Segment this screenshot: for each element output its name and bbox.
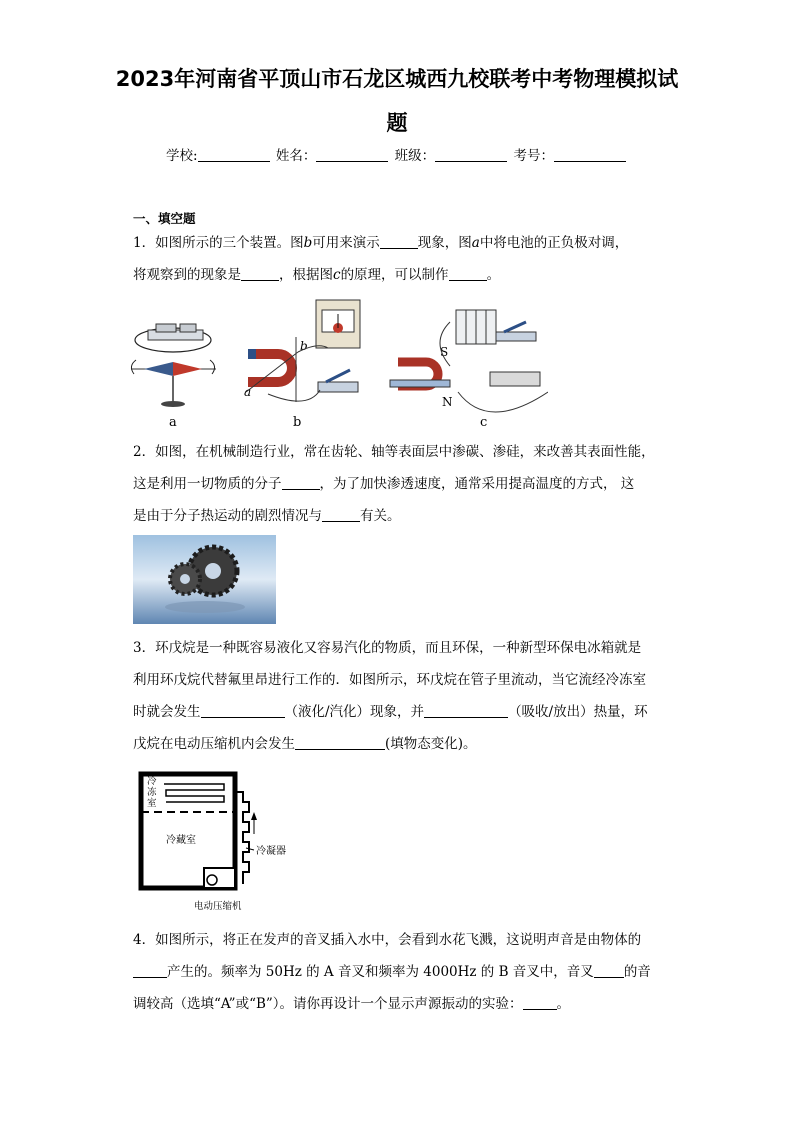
q2-text: 这是利用一切物质的分子 xyxy=(133,476,282,492)
q1-var-a: a xyxy=(471,235,480,251)
q3-text: (填物态变化)。 xyxy=(385,736,477,752)
answer-blank[interactable] xyxy=(449,266,487,281)
figure-b-generator xyxy=(244,300,360,430)
q3-text: 时就会发生 xyxy=(133,704,201,720)
answer-blank[interactable] xyxy=(133,963,167,978)
answer-blank[interactable] xyxy=(594,963,624,978)
q1-text: 1．如图所示的三个装置。图 xyxy=(133,235,304,251)
name-field[interactable] xyxy=(316,148,388,162)
class-field[interactable] xyxy=(435,148,507,162)
answer-blank[interactable] xyxy=(241,266,279,281)
answer-blank[interactable] xyxy=(523,995,557,1010)
answer-blank[interactable] xyxy=(295,735,385,750)
question-2 xyxy=(133,436,663,532)
answer-blank[interactable] xyxy=(201,703,285,718)
figure-c-pole-s: S xyxy=(440,345,449,359)
q1-figure xyxy=(128,292,548,432)
q3-text: 戊烷在电动压缩机内会发生 xyxy=(133,736,295,752)
question-3 xyxy=(133,632,663,760)
label-condenser: 冷凝器 xyxy=(256,846,286,857)
q4-text: 的音 xyxy=(623,964,651,980)
q1-text: 将观察到的现象是 xyxy=(133,267,241,283)
q1-text: 中将电池的正负极对调， xyxy=(479,235,629,251)
q1-text: ，根据图 xyxy=(279,267,333,283)
answer-blank[interactable] xyxy=(322,507,360,522)
q1-var-c: c xyxy=(333,267,341,283)
q1-text: 。 xyxy=(486,267,501,283)
figure-c-pole-n: N xyxy=(442,395,453,409)
q1-text: 现象，图 xyxy=(417,235,472,251)
answer-blank[interactable] xyxy=(380,234,418,249)
q4-text: 调较高（选填“A”或“B”）。请你再设计一个显示声源振动的实验： xyxy=(133,996,523,1012)
figure-a-label: a xyxy=(169,415,177,430)
q2-text: 2．如图，在机械制造行业，常在齿轮、轴等表面层中渗碳、渗硅，来改善其表面性能， xyxy=(133,444,655,460)
q3-text: 利用环戊烷代替氟里昂进行工作的．如图所示，环戊烷在管子里流动，当它流经冷冻室 xyxy=(133,672,646,688)
class-label: 班级： xyxy=(394,148,436,164)
figure-c-motor xyxy=(390,310,548,430)
question-1 xyxy=(133,227,663,291)
exam-title: 2023年河南省平顶山市石龙区城西九校联考中考物理模拟试 xyxy=(115,67,679,91)
label-fridge: 冷藏室 xyxy=(166,835,196,846)
q3-text: （液化/汽化）现象，并 xyxy=(284,704,425,720)
gears-photo xyxy=(133,535,276,624)
q4-text: 4．如图所示，将正在发声的音叉插入水中，会看到水花飞溅，这说明声音是由物体的 xyxy=(133,932,642,948)
q4-text: 产生的。频率为 50Hz 的 A 音叉和频率为 4000Hz 的 B 音叉中，音叉 xyxy=(167,964,594,980)
q2-text: 是由于分子热运动的剧烈情况与 xyxy=(133,508,322,524)
exam-title-continued: 题 xyxy=(386,111,408,135)
number-field[interactable] xyxy=(554,148,626,162)
label-compressor: 电动压缩机 xyxy=(194,901,242,912)
section-heading: 一、填空题 xyxy=(133,211,196,226)
q1-text: 可用来演示 xyxy=(312,235,380,251)
number-label: 考号： xyxy=(513,148,554,164)
name-label: 姓名： xyxy=(275,148,317,164)
q4-text: 。 xyxy=(556,996,571,1012)
figure-b-point-b: b xyxy=(300,339,308,353)
figure-c-label: c xyxy=(480,415,488,430)
q3-text: （吸收/放出）热量，环 xyxy=(508,704,648,720)
question-4 xyxy=(133,924,663,1020)
school-field[interactable] xyxy=(198,148,270,162)
figure-a-oersted xyxy=(131,324,216,430)
label-freezer: 冷冻室 xyxy=(147,776,157,809)
q1-var-b: b xyxy=(303,235,313,251)
school-label: 学校: xyxy=(166,148,198,164)
q3-text: 3．环戊烷是一种既容易液化又容易汽化的物质，而且环保，一种新型环保电冰箱就是 xyxy=(133,640,642,656)
figure-b-point-a: a xyxy=(244,385,252,399)
q2-text: ，为了加快渗透速度，通常采用提高温度的方式， 这 xyxy=(319,476,635,492)
student-info-row xyxy=(0,144,794,164)
q1-text: 的原理，可以制作 xyxy=(340,267,449,283)
answer-blank[interactable] xyxy=(424,703,508,718)
refrigerator-diagram xyxy=(136,768,296,916)
q2-text: 有关。 xyxy=(360,508,401,524)
answer-blank[interactable] xyxy=(282,475,320,490)
figure-b-label: b xyxy=(293,415,302,430)
